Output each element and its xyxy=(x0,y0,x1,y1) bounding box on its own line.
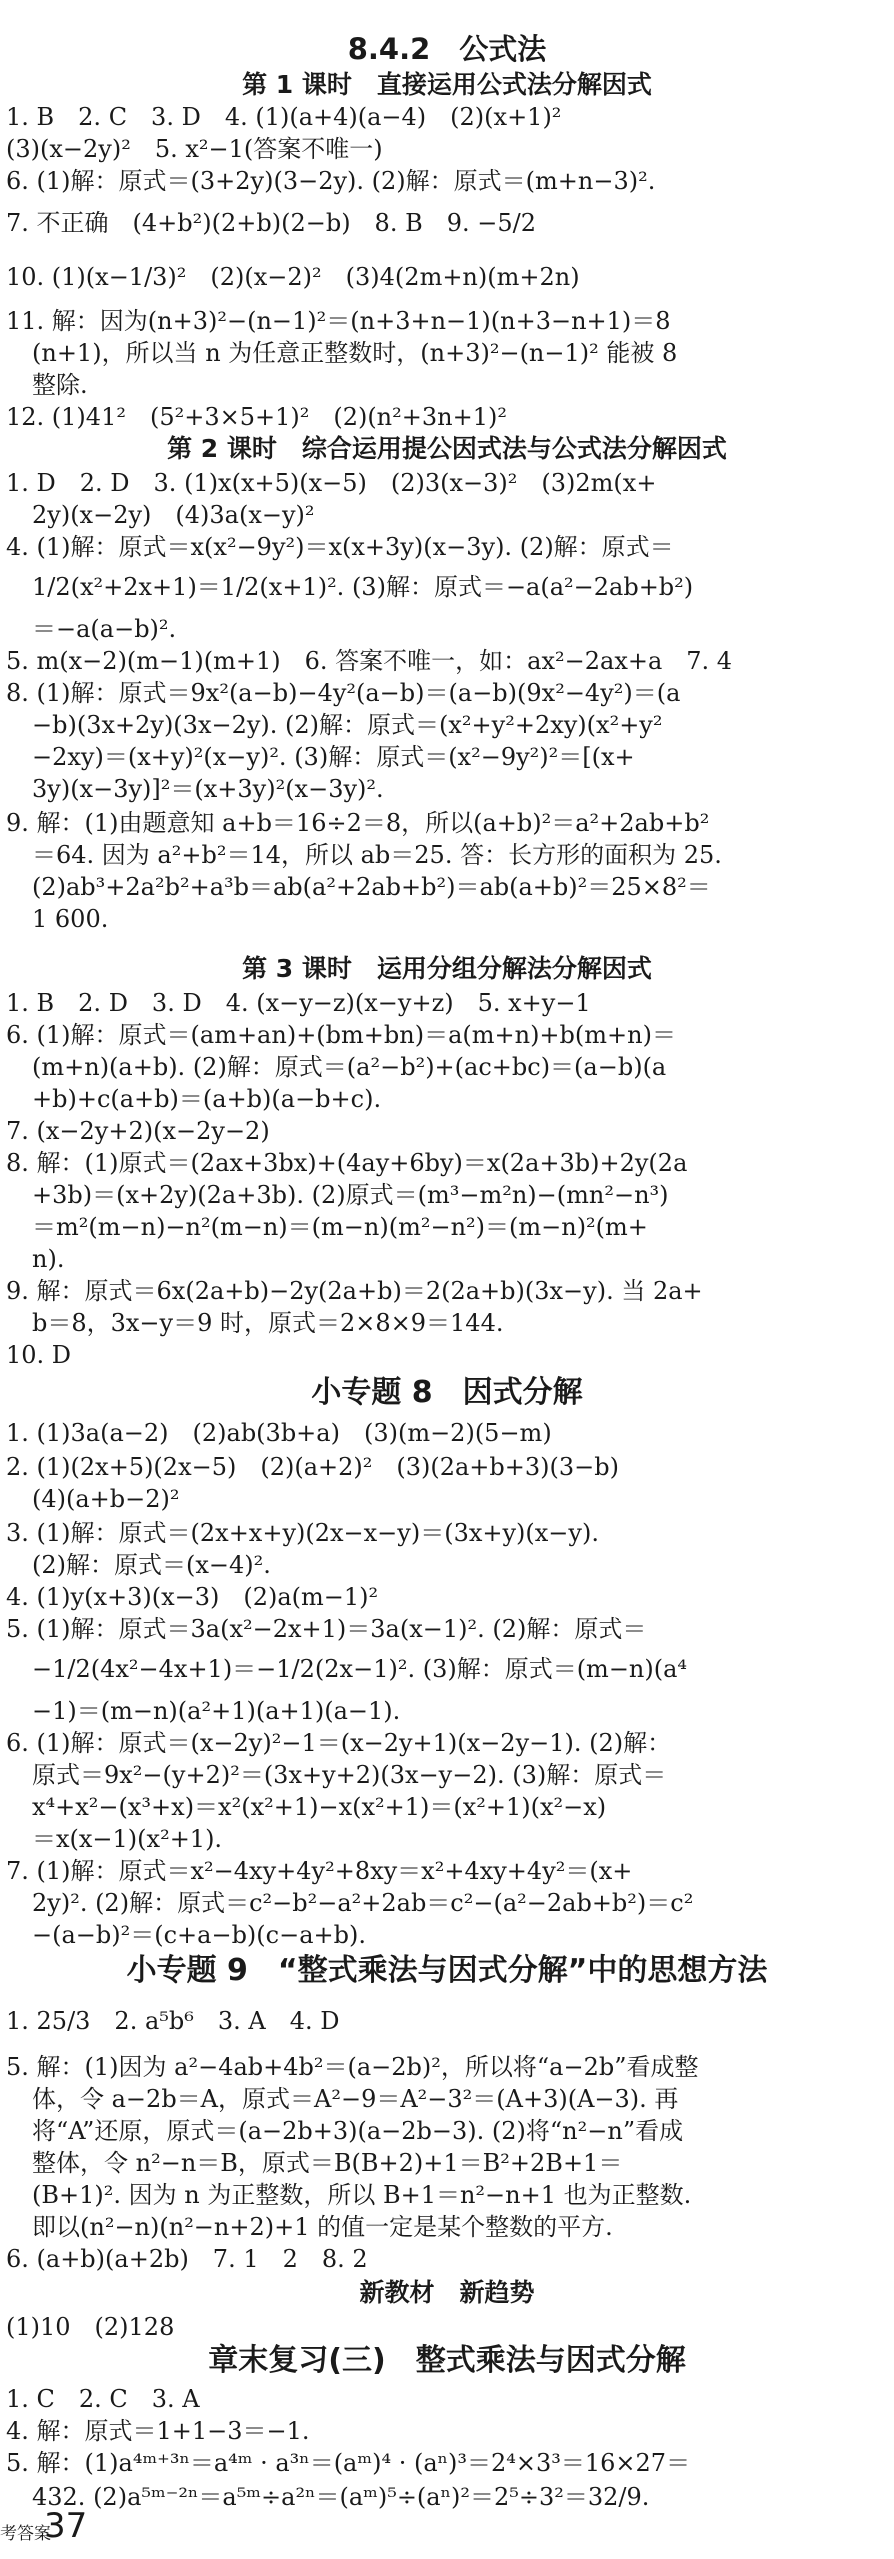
answer-line: 9. 解：(1)由题意知 a+b＝16÷2＝8，所以(a+b)²＝a²+2ab+b² xyxy=(6,809,710,837)
answer-line: 7. (1)解：原式＝x²−4xy+4y²+8xy＝x²+4xy+4y²＝(x+ xyxy=(6,1857,633,1885)
answer-line: ＝−a(a−b)². xyxy=(32,615,177,643)
answer-line: 2. (1)(2x+5)(2x−5) (2)(a+2)² (3)(2a+b+3)(3−b) xyxy=(6,1453,619,1481)
answer-line: (m+n)(a+b). (2)解：原式＝(a²−b²)+(ac+bc)＝(a−b)(a xyxy=(32,1053,667,1081)
answer-line: 1. B 2. C 3. D 4. (1)(a+4)(a−4) (2)(x+1)² xyxy=(6,103,562,131)
answer-line: (4)(a+b−2)² xyxy=(32,1485,180,1513)
answer-line: 6. (1)解：原式＝(am+an)+(bm+bn)＝a(m+n)+b(m+n)＝ xyxy=(6,1021,676,1049)
answer-line: 体，令 a−2b＝A，原式＝A²−9＝A²−3²＝(A+3)(A−3). 再 xyxy=(32,2085,679,2113)
answer-line: 2y)². (2)解：原式＝c²−b²−a²+2ab＝c²−(a²−2ab+b²)＝c² xyxy=(32,1889,694,1917)
answer-line: 2y)(x−2y) (4)3a(x−y)² xyxy=(32,501,315,529)
answer-line: 1. D 2. D 3. (1)x(x+5)(x−5) (2)3(x−3)² (3)2m(x+ xyxy=(6,469,657,497)
answer-line: (2)ab³+2a²b²+a³b＝ab(a²+2ab+b²)＝ab(a+b)²＝25×8²＝ xyxy=(32,873,711,901)
answer-line: b＝8，3x−y＝9 时，原式＝2×8×9＝144. xyxy=(32,1309,504,1337)
answer-line: 1. B 2. D 3. D 4. (x−y−z)(x−y+z) 5. x+y−1 xyxy=(6,989,591,1017)
answer-line: 10. D xyxy=(6,1341,72,1369)
answer-line: 9. 解：原式＝6x(2a+b)−2y(2a+b)＝2(2a+b)(3x−y). 当 2a+ xyxy=(6,1277,703,1305)
answer-line: +b)+c(a+b)＝(a+b)(a−b+c). xyxy=(32,1085,382,1113)
answer-line: 7. (x−2y+2)(x−2y−2) xyxy=(6,1117,270,1145)
answer-line: 6. (1)解：原式＝(3+2y)(3−2y). (2)解：原式＝(m+n−3)². xyxy=(6,167,656,195)
answer-line: 8. 解：(1)原式＝(2ax+3bx)+(4ay+6by)＝x(2a+3b)+2y(2a xyxy=(6,1149,688,1177)
chapter-review-title: 章末复习(三) 整式乘法与因式分解 xyxy=(208,2343,686,2378)
answer-line: (3)(x−2y)² 5. x²−1(答案不唯一) xyxy=(6,135,383,163)
answer-line: 432. (2)a⁵ᵐ⁻²ⁿ＝a⁵ᵐ÷a²ⁿ＝(aᵐ)⁵÷(aⁿ)²＝2⁵÷3²＝32/9. xyxy=(32,2483,650,2511)
answer-line: −(a−b)²＝(c+a−b)(c−a+b). xyxy=(32,1921,366,1949)
answer-line: 4. (1)解：原式＝x(x²−9y²)＝x(x+3y)(x−3y). (2)解：原式＝ xyxy=(6,533,674,561)
answer-line: 1. 25/3 2. a⁵b⁶ 3. A 4. D xyxy=(6,2007,340,2035)
answer-line: 5. 解：(1)a⁴ᵐ⁺³ⁿ＝a⁴ᵐ · a³ⁿ＝(aᵐ)⁴ · (aⁿ)³＝2⁴×3³＝16×27＝ xyxy=(6,2449,691,2477)
answer-line: −1)＝(m−n)(a²+1)(a+1)(a−1). xyxy=(32,1697,401,1725)
answer-line: n). xyxy=(32,1245,65,1273)
answer-line: x⁴+x²−(x³+x)＝x²(x²+1)−x(x²+1)＝(x²+1)(x²−x) xyxy=(32,1793,607,1821)
answer-line: 5. 解：(1)因为 a²−4ab+4b²＝(a−2b)²，所以将“a−2b”看成整 xyxy=(6,2053,699,2081)
answer-line: 整体，令 n²−n＝B，原式＝B(B+2)+1＝B²+2B+1＝ xyxy=(32,2149,623,2177)
footer-label: 考答案 xyxy=(0,2524,51,2544)
answer-line: −1/2(4x²−4x+1)＝−1/2(2x−1)². (3)解：原式＝(m−n)(a⁴ xyxy=(32,1655,688,1683)
answer-line: (1)10 (2)128 xyxy=(6,2313,175,2341)
answer-line: (B+1)². 因为 n 为正整数，所以 B+1＝n²−n+1 也为正整数. xyxy=(32,2181,692,2209)
answer-line: 6. (a+b)(a+2b) 7. 1 2 8. 2 xyxy=(6,2245,368,2273)
answer-line: 5. m(x−2)(m−1)(m+1) 6. 答案不唯一，如：ax²−2ax+a 7. 4 xyxy=(6,647,733,675)
answer-line: 1. (1)3a(a−2) (2)ab(3b+a) (3)(m−2)(5−m) xyxy=(6,1419,552,1447)
answer-line: 3y)(x−3y)]²＝(x+3y)²(x−3y)². xyxy=(32,775,384,803)
answer-line: (n+1)，所以当 n 为任意正整数时，(n+3)²−(n−1)² 能被 8 xyxy=(32,339,678,367)
answer-line: 原式＝9x²−(y+2)²＝(3x+y+2)(3x−y−2). (3)解：原式＝ xyxy=(32,1761,667,1789)
answer-line: 8. (1)解：原式＝9x²(a−b)−4y²(a−b)＝(a−b)(9x²−4y²)＝(a xyxy=(6,679,681,707)
answer-line: ＝64. 因为 a²+b²＝14，所以 ab＝25. 答：长方形的面积为 25. xyxy=(32,841,722,869)
answer-line: 整除. xyxy=(32,371,88,399)
lesson-2-title: 第 2 课时 综合运用提公因式法与公式法分解因式 xyxy=(167,434,727,463)
answer-line: 5. (1)解：原式＝3a(x²−2x+1)＝3a(x−1)². (2)解：原式＝ xyxy=(6,1615,647,1643)
answer-line: 11. 解：因为(n+3)²−(n−1)²＝(n+3+n−1)(n+3−n+1)＝8 xyxy=(6,307,671,335)
answer-line: +3b)＝(x+2y)(2a+3b). (2)原式＝(m³−m²n)−(mn²−n³) xyxy=(32,1181,669,1209)
answer-line: 将“A”还原，原式＝(a−2b+3)(a−2b−3). (2)将“n²−n”看成 xyxy=(32,2117,684,2145)
answer-line: 1/2(x²+2x+1)＝1/2(x+1)². (3)解：原式＝−a(a²−2ab+b²) xyxy=(32,573,694,601)
topic-8-title: 小专题 8 因式分解 xyxy=(311,1375,583,1410)
topic-9-title: 小专题 9 “整式乘法与因式分解”中的思想方法 xyxy=(126,1953,768,1988)
answer-line: 4. 解：原式＝1+1−3＝−1. xyxy=(6,2417,310,2445)
page-number: 37 xyxy=(44,2506,88,2546)
answer-line: 4. (1)y(x+3)(x−3) (2)a(m−1)² xyxy=(6,1583,379,1611)
answer-line: 12. (1)41² (5²+3×5+1)² (2)(n²+3n+1)² xyxy=(6,403,507,431)
answer-line: 10. (1)(x−1/3)² (2)(x−2)² (3)4(2m+n)(m+2n) xyxy=(6,263,580,291)
lesson-3-title: 第 3 课时 运用分组分解法分解因式 xyxy=(242,954,652,983)
answer-line: ＝m²(m−n)−n²(m−n)＝(m−n)(m²−n²)＝(m−n)²(m+ xyxy=(32,1213,648,1241)
answer-line: −2xy)＝(x+y)²(x−y)². (3)解：原式＝(x²−9y²)²＝[(x+ xyxy=(32,743,635,771)
answer-line: 6. (1)解：原式＝(x−2y)²−1＝(x−2y+1)(x−2y−1). (2)解： xyxy=(6,1729,672,1757)
answer-line: 即以(n²−n)(n²−n+2)+1 的值一定是某个整数的平方. xyxy=(32,2213,613,2241)
answer-line: 1. C 2. C 3. A xyxy=(6,2385,200,2413)
answer-line: 3. (1)解：原式＝(2x+x+y)(2x−x−y)＝(3x+y)(x−y). xyxy=(6,1519,599,1547)
answer-line: (2)解：原式＝(x−4)². xyxy=(32,1551,271,1579)
answer-line: 7. 不正确 (4+b²)(2+b)(2−b) 8. B 9. −5/2 xyxy=(6,209,536,237)
answer-line: 1 600. xyxy=(32,905,109,933)
answer-line: −b)(3x+2y)(3x−2y). (2)解：原式＝(x²+y²+2xy)(x²+y² xyxy=(32,711,663,739)
answer-line: ＝x(x−1)(x²+1). xyxy=(32,1825,223,1853)
section-title: 8.4.2 公式法 xyxy=(347,32,547,66)
lesson-1-title: 第 1 课时 直接运用公式法分解因式 xyxy=(242,70,652,99)
new-trend-title: 新教材 新趋势 xyxy=(359,2278,535,2307)
